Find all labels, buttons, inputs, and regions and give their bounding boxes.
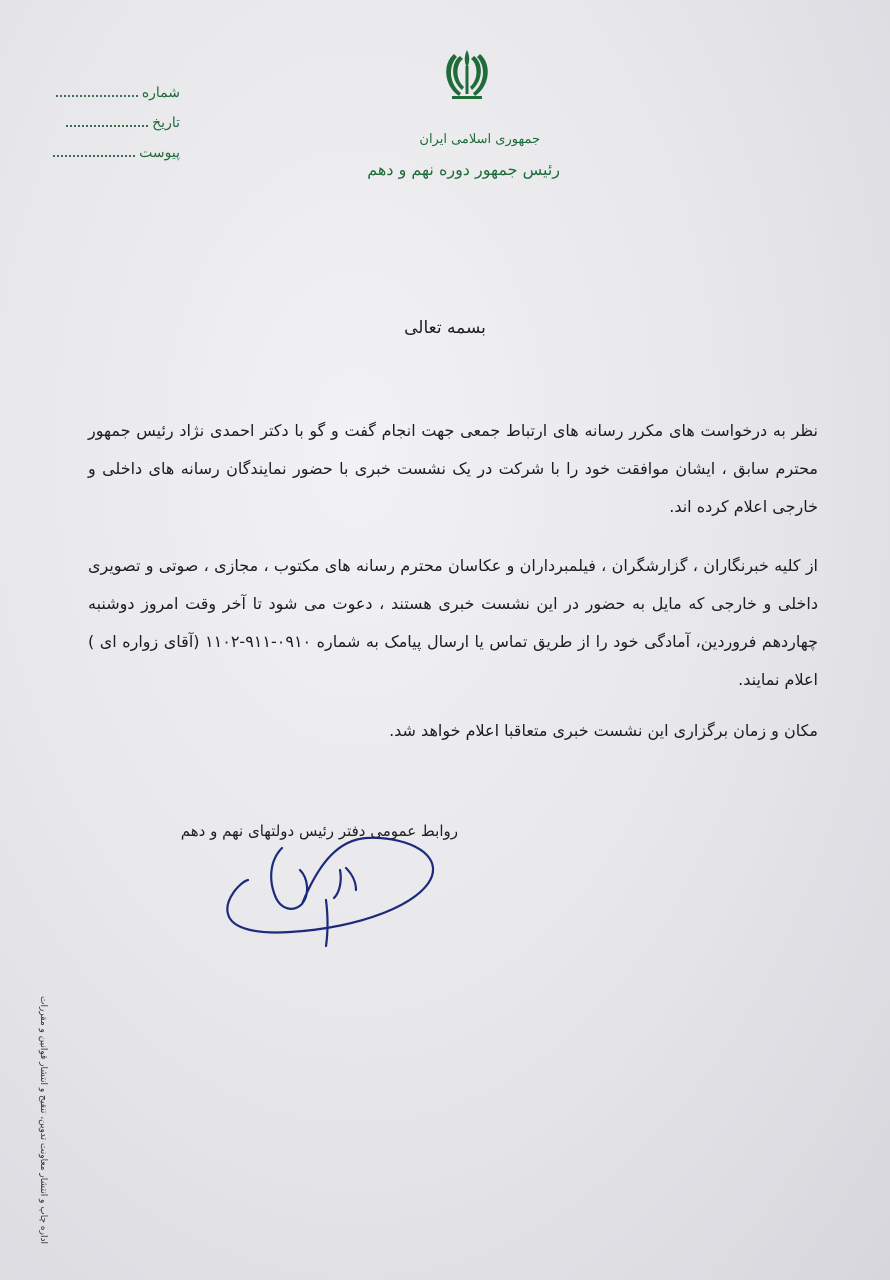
side-print-note (28, 980, 58, 1260)
number-dotted-line (56, 87, 138, 97)
date-dotted-line (66, 117, 148, 127)
number-label: شماره (141, 85, 180, 101)
letter-heading: بسمه تعالی (404, 318, 486, 338)
date-label: تاریخ (152, 115, 180, 131)
paragraph-3: مکان و زمان برگزاری این نشست خبری متعاقبا اعلام خواهد شد. (389, 721, 818, 740)
attachment-field (53, 145, 180, 161)
attachment-label: پیوست (139, 145, 180, 161)
side-print-text: اداره چاپ و انتشار معاونت تدوین، تنقیح و انتشار قوانین و مقررات (38, 996, 48, 1244)
letterhead-country: جمهوری اسلامی ایران (419, 132, 540, 147)
paragraph-2: از کلیه خبرنگاران ، گزارشگران ، فیلمبرداران و عکاسان محترم رسانه های مکتوب ، مجازی ، صوتی و تصویری داخلی و خارجی که مایل به حضور در این نشست خبری هستند ، دعوت می شود تا آخر وقت امروز دوشنبه چهاردهم فروردین، آمادگی خود را از طریق تماس یا ارسال پیامک به شماره ۰۹۱۰-۹۱۱-۱۱۰۲ (آقای زواره ای ) اعلام نمایند. (88, 556, 819, 689)
letterhead (367, 40, 560, 179)
handwritten-signature (170, 820, 460, 960)
number-field (56, 85, 180, 101)
paragraph-1: نظر به درخواست های مکرر رسانه های ارتباط جمعی جهت انجام گفت و گو با دکتر احمدی نژاد رئیس جمهور محترم سابق ، ایشان موافقت خود را با شرکت در یک نشست خبری با حضور نمایندگان رسانه های داخلی و خارجی اعلام کرده اند. (88, 421, 818, 516)
signature-title: روابط عمومی دفتر رئیس دولتهای نهم و دهم (180, 822, 458, 840)
date-field (66, 115, 180, 131)
reference-fields (45, 85, 180, 165)
letterhead-office: رئیس جمهور دوره نهم و دهم (367, 160, 560, 179)
iran-emblem-icon (442, 46, 492, 100)
attachment-dotted-line (53, 147, 135, 157)
